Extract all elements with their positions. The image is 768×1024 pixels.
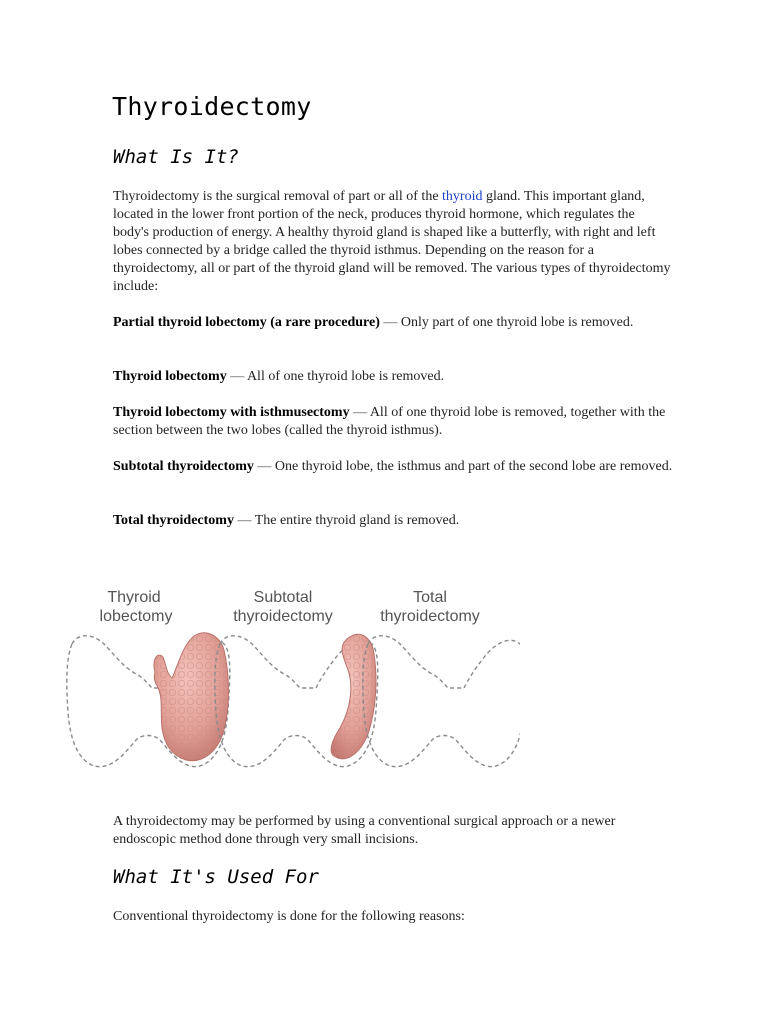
figure-label-subtotal-line2: thyroidectomy [233,608,333,625]
type-term: Total thyroidectomy [113,513,234,528]
section-heading-what-is-it: What Is It? [113,146,239,168]
intro-paragraph [113,188,673,296]
thyroid-outline-dashed [363,636,520,767]
figure-label-lobectomy-line2: lobectomy [99,608,173,625]
total-thyroidectomy-diagram [363,636,520,767]
type-separator: — [226,369,247,384]
type-separator: — [253,459,275,474]
intro-text-end: gland. This important gland, located in the lower front portion of the neck, produces thyroid hormone, which regulates the body's production of energy. A healthy thyroid gland is shaped like a butterfly, with right and left lobes connected by a bridge called the thyroid isthmus. Depending on the reason for a thyroidectomy, all or part of the thyroid gland will be removed. The various types of thyroidectomy include: [113,189,671,294]
type-item-subtotal [113,458,673,476]
type-description: The entire thyroid gland is removed. [254,513,460,528]
type-item-lobectomy [113,368,673,386]
type-description: All of one thyroid lobe is removed, together with the section between the two lobes (called the thyroid isthmus). [113,405,666,438]
subtotal-thyroidectomy-diagram [215,634,378,766]
type-description: All of one thyroid lobe is removed. [246,369,445,384]
type-separator: — [349,405,370,420]
type-term: Partial thyroid lobectomy (a rare procedure) [113,315,380,330]
figure-label-subtotal-line1: Subtotal [253,589,313,606]
type-item-total [113,512,673,530]
page-title: Thyroidectomy [112,92,312,121]
type-term: Subtotal thyroidectomy [113,459,254,474]
figure-label-total-line2: thyroidectomy [380,608,480,625]
approach-paragraph: A thyroidectomy may be performed by using a conventional surgical approach or a newer endoscopic method done through very small incisions. [113,814,616,847]
thyroidectomy-types-illustration [60,580,520,775]
type-description: One thyroid lobe, the isthmus and part of the second lobe are removed. [274,459,673,474]
type-separator: — [233,513,255,528]
tissue-texture [331,634,376,758]
type-item-lobectomy-isthmusectomy [113,404,673,440]
type-term: Thyroid lobectomy with isthmusectomy [113,405,350,420]
figure-label-lobectomy-line1: Thyroid [107,589,161,606]
thyroid-lobectomy-diagram [67,633,230,767]
thyroid-link[interactable]: thyroid [442,189,483,204]
type-separator: — [379,315,401,330]
intro-text-start: Thyroidectomy is the surgical removal of part or all of the [113,189,443,204]
section-heading-what-its-used-for: What It's Used For [113,866,319,888]
type-description: Only part of one thyroid lobe is removed. [400,315,634,330]
type-term: Thyroid lobectomy [113,369,227,384]
reasons-intro: Conventional thyroidectomy is done for the following reasons: [113,909,465,924]
type-item-partial-lobectomy [113,314,673,332]
figure-label-total-line1: Total [413,589,447,606]
